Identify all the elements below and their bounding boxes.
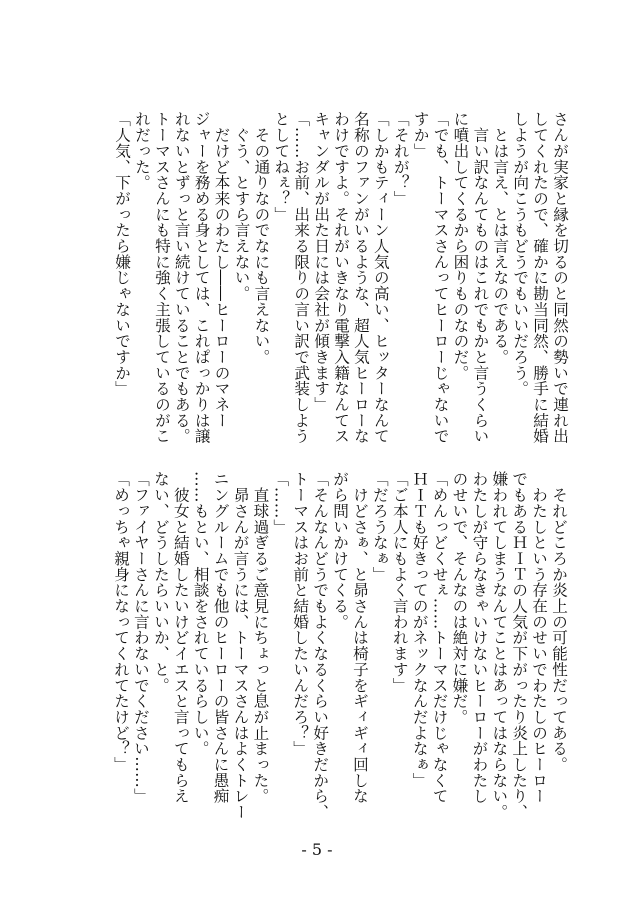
- text-line: れないとずっと言い続けていることでもある。: [172, 111, 191, 444]
- text-line: ……もとい、相談をされているらしい。: [191, 471, 210, 757]
- upper-text-block: [111, 111, 569, 444]
- text-line: 彼女と結婚したいけどイエスと言ってもらえ: [171, 471, 190, 804]
- text-line: 「人気、下がったら嫌じゃないですか」: [113, 111, 132, 397]
- text-line: 「……」: [271, 471, 290, 535]
- text-line: のせいで、そんなのは絶対に嫌だ。: [450, 471, 469, 725]
- text-line: れだった。: [132, 111, 151, 191]
- text-line: がら問いかけてくる。: [331, 471, 350, 630]
- text-line: ジャーを務める身としては、これぱっかりは譲: [192, 111, 211, 444]
- text-line: けどさぁ、と昴さんは椅子をギィギィ回しな: [350, 471, 369, 804]
- text-line: 「しかもティーン人気の高い、ヒッターなんて: [371, 111, 390, 444]
- text-line: キャンダルが出た日には会社が傾きます」: [312, 111, 331, 413]
- text-line: ＨＩＴも好きってのがネックなんだよなぁ」: [410, 471, 429, 788]
- text-line: ない、どうしたらいいか、と。: [151, 471, 170, 693]
- text-line: 名称のファンがいるような、超人気ヒーローな: [351, 111, 370, 444]
- text-line: 昴さんが言うには、トーマスさんはよくトレー: [231, 471, 250, 820]
- text-line: その通りなのでなにも言えない。: [252, 111, 271, 365]
- text-line: に噴出してくるから困りものなのだ。: [451, 111, 470, 381]
- text-line: それどころか炎上の可能性だってある。: [550, 471, 568, 773]
- text-line: トーマスはお前と結婚したいんだろ？」: [291, 471, 310, 757]
- text-line: トーマスさんにも特に強く主張しているのがこ: [152, 111, 171, 444]
- lower-text-block: [110, 471, 568, 820]
- text-line: わたしという存在のせいでわたしのヒーロー: [530, 471, 549, 804]
- page-number: - 5 -: [301, 840, 333, 859]
- text-line: ぐう、とすら言えない。: [232, 111, 251, 302]
- text-line: ニングルームでも他のヒーローの皆さんに愚痴: [211, 471, 230, 804]
- text-line: 直球過ぎるご意見にちょっと息が止まった。: [251, 471, 270, 804]
- text-line: しようが向こうもどうでもいいだろう。: [511, 111, 530, 397]
- text-line: わたしが守らなきゃいけないヒーローがわたし: [470, 471, 489, 804]
- text-line: 「ファイヤーさんに言わないでください……」: [131, 471, 150, 804]
- text-line: 「めっちゃ親身になってくれてたけど？」: [112, 471, 131, 773]
- text-line: わけですよ。それがいきなり電撃入籍なんてス: [332, 111, 351, 444]
- text-line: してくれたので、確かに勘当同然、勝手に結婚: [531, 111, 550, 444]
- text-line: 「……お前、出来る限りの言い訳で武装しよう: [292, 111, 311, 444]
- text-line: 言い訳なんてものはこれでもかと言うくらい: [471, 111, 490, 444]
- text-line: とは言え、とは言えなのである。: [491, 111, 510, 365]
- text-line: さんが実家と縁を切るのと同然の勢いで連れ出: [551, 111, 569, 444]
- text-line: だけど本来のわたし――ヒーローのマネー: [212, 111, 231, 428]
- text-line: 「だろうなぁ」: [370, 471, 389, 582]
- text-line: 「でも、トーマスさんってヒーローじゃないで: [431, 111, 450, 444]
- text-line: としてねぇ？」: [272, 111, 291, 222]
- text-line: でもあるＨＩＴの人気が下がったり炎上したり、: [510, 471, 529, 820]
- text-line: 「そんなんどうでもよくなるくらい好きだから、: [311, 471, 330, 820]
- text-line: 「めんっどくせぇ……トーマスだけじゃなくて: [430, 471, 449, 804]
- text-line: 嫌われてしまうなんてことはあってはならない。: [490, 471, 509, 820]
- text-line: すか」: [411, 111, 430, 159]
- text-line: 「ご本人にもよく言われます」: [390, 471, 409, 693]
- text-line: 「それが？」: [391, 111, 410, 207]
